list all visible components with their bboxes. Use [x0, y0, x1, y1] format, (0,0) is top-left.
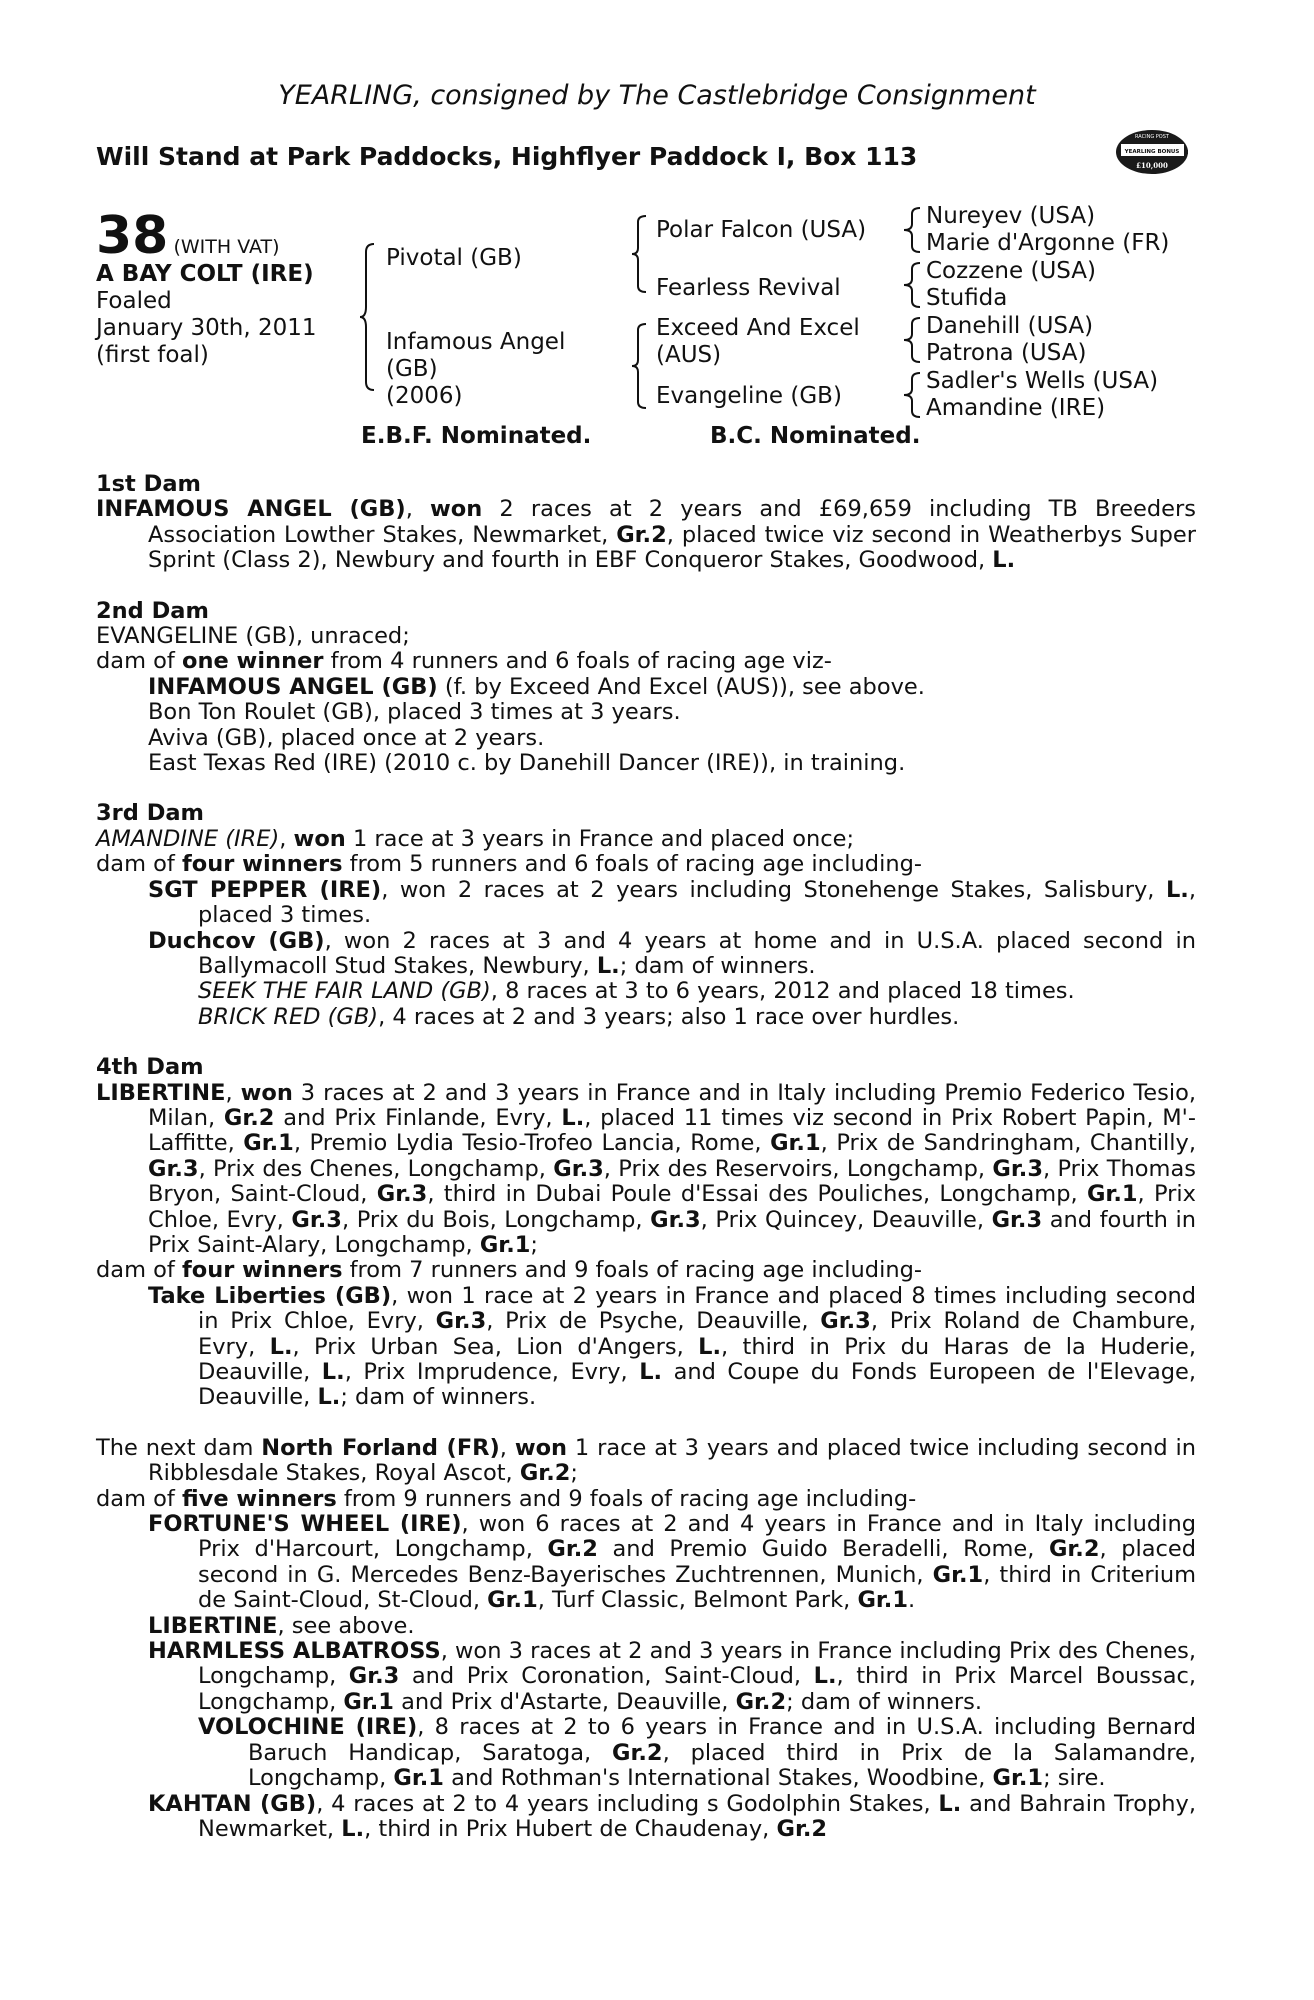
ggsire-7: Sadler's Wells (USA): [926, 368, 1159, 394]
dam3-p1-text-b: , placed 3 times.: [198, 876, 1196, 929]
dam5-text-a: 1 race at 3 years and placed twice including second in Ribblesdale Stakes, Royal Ascot,: [148, 1434, 1196, 1487]
race-grade: Gr.2: [735, 1688, 787, 1715]
dam4-produce-1: [96, 1284, 1196, 1411]
record-text: and Prix Coronation, Saint-Cloud,: [399, 1663, 814, 1690]
dam4-p1-name: Take Liberties (GB): [148, 1282, 392, 1309]
record-text: , Premio Lydia Tesio-Trofeo Lancia, Rome,: [293, 1130, 771, 1157]
pedigree-brace-3: [632, 322, 650, 410]
dam-name-line3: (2006): [386, 383, 463, 409]
dam5-text-b: ;: [570, 1460, 578, 1487]
dam5-name: North Forland (FR): [261, 1434, 500, 1461]
record-text: , won 1 race at 2 years in France and placed 8 times including second in Prix Chloe, Evry,: [198, 1282, 1196, 1335]
dam5-p3a-name: VOLOCHINE (IRE): [198, 1714, 418, 1741]
record-text: , 8 races at 2 to 6 years in France and in U.S.A. including Bernard Baruch Handicap, Saratoga,: [248, 1714, 1196, 1766]
race-grade: L.: [698, 1333, 722, 1360]
dam5-p4-name: KAHTAN (GB): [148, 1790, 317, 1817]
record-text: ; sire.: [1043, 1765, 1106, 1792]
grandsire-2: Fearless Revival: [656, 275, 841, 301]
dam3-winners: four winners: [181, 851, 343, 878]
dam2-heading: 2nd Dam: [96, 597, 209, 624]
dam1-text-a: 2 races at 2 years and £69,659 including TB Breeders Association Lowther Stakes, Newmarket,: [148, 496, 1196, 548]
record-text: , placed 11 times viz second in Prix Robert Papin, M'-Laffitte,: [148, 1104, 1196, 1157]
race-grade: L.: [639, 1359, 663, 1385]
dam-name-line2: (GB): [386, 356, 438, 382]
record-text: , Prix des Chenes, Longchamp,: [198, 1155, 554, 1182]
record-text: ; dam of winners.: [786, 1688, 982, 1715]
dam3-produce-2b: [96, 1005, 1196, 1030]
lot-number-line: [96, 206, 280, 266]
record-text: 3 races at 2 and 3 years in France and in Italy including Premio Federico Tesio, Milan,: [148, 1079, 1196, 1131]
dam3-p2a-text: , 8 races at 3 to 6 years, 2012 and placed 18 times.: [490, 978, 1075, 1005]
dam5-rest: from 9 runners and 9 foals of racing age including-: [336, 1485, 917, 1512]
record-text: and fourth in Prix Saint-Alary, Longchamp,: [148, 1206, 1197, 1258]
record-text: , third in Prix du Haras de la Huderie, Deauville,: [198, 1333, 1196, 1385]
logo-bot-text: £10,000: [1136, 161, 1168, 170]
race-grade: L.: [317, 1384, 341, 1411]
race-grade: Gr.3: [348, 1663, 400, 1690]
race-grade: Gr.1: [857, 1587, 909, 1614]
dam1-grade: Gr.2: [616, 521, 667, 548]
record-text: and Bahrain Trophy, Newmarket,: [198, 1790, 1196, 1842]
dam5-p4-text: [198, 1791, 1196, 1842]
record-text: , 4 races at 2 to 4 years including s Godolphin Stakes,: [316, 1790, 939, 1817]
dam3-line1-rest: 1 race at 3 years in France and placed once;: [345, 825, 855, 852]
race-grade: Gr.2: [547, 1536, 598, 1563]
ggsire-6: Patrona (USA): [926, 340, 1087, 366]
pedigree-body: [96, 472, 1196, 1842]
dam3-p2-listed: L.: [596, 952, 620, 979]
yearling-bonus-logo: [1115, 128, 1190, 176]
race-grade: L.: [561, 1104, 585, 1131]
pedigree-brace-6: [902, 316, 924, 364]
dam3-p2a-name: SEEK THE FAIR LAND (GB): [198, 978, 491, 1005]
dam3-p2b-text: , 4 races at 2 and 3 years; also 1 race over hurdles.: [378, 1003, 960, 1030]
record-text: and Rothman's International Stakes, Woodbine,: [443, 1765, 993, 1792]
record-text: , Prix Chloe, Evry,: [148, 1181, 1196, 1233]
record-text: , Prix Urban Sea, Lion d'Angers,: [292, 1333, 699, 1360]
record-text: , won 3 races at 2 and 3 years in France including Prix des Chenes, Longchamp,: [198, 1638, 1196, 1690]
dam3-rest: from 5 runners and 6 foals of racing age including-: [342, 851, 922, 878]
record-text: , third in Criterium de Saint-Cloud, St-Cloud,: [198, 1561, 1196, 1614]
foaled-date: January 30th, 2011: [96, 315, 317, 341]
dam2-produce-4: East Texas Red (IRE) (2010 c. by Danehill Dancer (IRE)), in training.: [148, 750, 906, 777]
dam3-dam-of: dam of: [96, 851, 182, 878]
ggsire-1: Nureyev (USA): [926, 203, 1096, 229]
dam5-won: won: [514, 1434, 568, 1461]
race-grade: L.: [938, 1790, 962, 1817]
dam4-produce-summary: [96, 1258, 1196, 1283]
dam3-p1-name: SGT PEPPER (IRE): [148, 876, 382, 903]
dam3-produce-1: [96, 878, 1196, 929]
dam2-winners: one winner: [181, 648, 324, 675]
dam3-produce-2: [96, 929, 1196, 980]
dam3-name: AMANDINE (IRE): [96, 825, 280, 852]
pedigree-brace-4: [902, 206, 924, 254]
dam1-record: INFAMOUS ANGEL (GB), won 2 races at 2 years and £69,659 including TB Breeders Association Lowther Stakes, Newmarket, Gr.2, placed twice viz second in Weatherbys Super Sprint (Class 2), Newbury and fourth in EBF Conqueror Stakes, Goodwood, L.: [96, 496, 1196, 574]
foaled-label: Foaled: [96, 288, 172, 314]
lot-name: A BAY COLT (IRE): [96, 261, 314, 287]
race-grade: Gr.3: [148, 1155, 199, 1182]
dam4-dam-of: dam of: [96, 1257, 182, 1284]
grandsire-1: Polar Falcon (USA): [656, 217, 867, 243]
dam-name-line1: Infamous Angel: [386, 329, 566, 355]
dam5-winners: five winners: [181, 1485, 337, 1512]
dam2-produce-2: Bon Ton Roulet (GB), placed 3 times at 3 years.: [148, 699, 681, 726]
race-grade: Gr.3: [650, 1206, 701, 1233]
record-text: , Prix du Bois, Longchamp,: [341, 1206, 651, 1233]
dam2-produce-summary: [96, 649, 1196, 674]
dam3-produce-2a: [96, 979, 1196, 1004]
race-grade: L.: [269, 1333, 293, 1360]
foal-note: (first foal): [96, 342, 209, 368]
record-text: , won 6 races at 2 and 4 years in France and in Italy including Prix d'Harcourt, Longchamp,: [198, 1511, 1196, 1563]
dam2-line1: EVANGELINE (GB), unraced;: [96, 623, 410, 650]
race-grade: Gr.1: [770, 1130, 821, 1157]
record-text: ; dam of winners.: [340, 1384, 537, 1411]
dam3-produce-summary: [96, 852, 1196, 877]
lot-number: 38: [96, 206, 169, 266]
record-text: , Turf Classic, Belmont Park,: [537, 1587, 858, 1614]
dam5-produce-summary: [96, 1487, 1196, 1512]
dam5-p2-text: , see above.: [277, 1612, 415, 1639]
record-text: , third in Prix Marcel Boussac, Longchamp,: [198, 1663, 1196, 1715]
race-grade: L.: [813, 1663, 837, 1690]
record-text: and Premio Guido Beradelli, Rome,: [597, 1536, 1049, 1563]
grandsire-3-line2: (AUS): [656, 342, 722, 368]
dam3-heading: 3rd Dam: [96, 800, 204, 827]
dam2-produce-3: Aviva (GB), placed once at 2 years.: [148, 724, 545, 751]
dam2-p1-text: (f. by Exceed And Excel (AUS)), see above.: [437, 673, 925, 700]
race-grade: Gr.2: [223, 1104, 275, 1131]
pedigree-brace-1: [360, 242, 380, 392]
dam3-p2-name: Duchcov (GB): [148, 927, 325, 954]
race-grade: Gr.2: [776, 1815, 828, 1842]
pedigree-brace-7: [902, 371, 924, 419]
logo-mid-text: YEARLING BONUS: [1124, 149, 1180, 155]
race-grade: Gr.1: [479, 1231, 531, 1258]
dam5-p3-name: HARMLESS ALBATROSS: [148, 1638, 441, 1665]
race-grade: Gr.1: [487, 1587, 538, 1614]
race-grade: Gr.3: [291, 1206, 342, 1233]
dam5-produce-3a: [96, 1715, 1196, 1791]
race-grade: Gr.3: [376, 1181, 428, 1208]
dam3-p1-listed: L.: [1165, 876, 1189, 903]
race-grade: Gr.3: [991, 1206, 1043, 1233]
record-text: .: [908, 1587, 916, 1614]
dam5-produce-2: [96, 1614, 1196, 1639]
dam5-produce-1: [96, 1512, 1196, 1614]
dam5-produce-4: [96, 1792, 1196, 1843]
record-text: , Prix Quincey, Deauville,: [700, 1206, 992, 1233]
pedigree-brace-2: [632, 214, 650, 294]
race-grade: Gr.1: [932, 1561, 984, 1588]
dam1-heading: 1st Dam: [96, 471, 201, 497]
dam3-won: won: [293, 825, 346, 852]
pedigree-brace-5: [902, 261, 924, 309]
dam5-dam-of: dam of: [96, 1485, 182, 1512]
lot-vat: (WITH VAT): [173, 236, 280, 258]
dam5-intro: The next dam: [96, 1434, 262, 1461]
dam3-p2b-name: BRICK RED (GB): [198, 1003, 379, 1030]
dam1-name: INFAMOUS ANGEL (GB): [96, 496, 406, 523]
record-text: , third in Prix Hubert de Chaudenay,: [364, 1815, 777, 1842]
race-grade: Gr.1: [1086, 1181, 1138, 1208]
grandsire-3-line1: Exceed And Excel: [656, 315, 860, 341]
race-grade: Gr.2: [1048, 1536, 1100, 1563]
race-grade: Gr.1: [243, 1130, 294, 1157]
record-text: , Prix des Reservoirs, Longchamp,: [603, 1155, 993, 1182]
race-grade: Gr.3: [820, 1308, 871, 1335]
sire-name: Pivotal (GB): [386, 245, 522, 271]
race-grade: Gr.3: [992, 1155, 1043, 1182]
dam1-text-b: , placed twice viz second in Weatherbys Super Sprint (Class 2), Newbury and fourth in EBF Conqueror Stakes, Goodwood,: [148, 521, 1196, 574]
dam3-line1: AMANDINE (IRE), won 1 race at 3 years in France and placed once;: [96, 825, 855, 852]
race-grade: Gr.3: [435, 1308, 487, 1335]
record-text: ;: [530, 1231, 538, 1258]
dam2-p1-name: INFAMOUS ANGEL (GB): [148, 673, 438, 700]
stand-location: Will Stand at Park Paddocks, Highflyer Paddock I, Box 113: [96, 142, 918, 171]
race-grade: Gr.2: [612, 1739, 663, 1766]
record-text: and Coupe du Fonds Europeen de l'Elevage, Deauville,: [198, 1359, 1197, 1411]
record-text: , third in Dubai Poule d'Essai des Pouliches, Longchamp,: [427, 1181, 1087, 1208]
record-text: and Prix Finlande, Evry,: [274, 1104, 562, 1131]
record-text: , Prix de Psyche, Deauville,: [486, 1308, 821, 1335]
ggsire-5: Danehill (USA): [926, 313, 1094, 339]
dam4-rest: from 7 runners and 9 foals of racing age including-: [342, 1257, 922, 1284]
dam1-listed: L.: [992, 547, 1016, 574]
race-grade: Gr.1: [343, 1688, 394, 1715]
dam2-rest: from 4 runners and 6 foals of racing age viz-: [323, 648, 832, 675]
record-text: , placed third in Prix de la Salamandre, Longchamp,: [248, 1739, 1196, 1792]
dam1-won: won: [430, 496, 483, 523]
dam3-p2-text-b: ; dam of winners.: [619, 952, 816, 979]
grandsire-4: Evangeline (GB): [656, 383, 842, 409]
dam5-p2-name: LIBERTINE: [148, 1612, 278, 1639]
dam4-text: [148, 1080, 1196, 1258]
dam4-record: LIBERTINE, won 3 races at 2 and 3 years in France and in Italy including Premio Federico Tesio, Milan, Gr.2 and Prix Finlande, Evry, L., placed 11 times viz second in Prix Robert Papin, M'-Laffitte, Gr.1, Premio Lydia Tesio-Trofeo Lancia, Rome, Gr.1, Prix de Sandringham, Chantilly, Gr.3, Prix des Chenes, Longchamp, Gr.3, Prix des Reservoirs, Longchamp, Gr.3, Prix Thomas Bryon, Saint-Cloud, Gr.3, third in Dubai Poule d'Essai des Pouliches, Longchamp, Gr.1, Prix Chloe, Evry, Gr.3, Prix du Bois, Longchamp, Gr.3, Prix Quincey, Deauville, Gr.3 and fourth in Prix Saint-Alary, Longchamp, Gr.1;: [96, 1079, 1197, 1258]
race-grade: Gr.3: [553, 1155, 604, 1182]
logo-top-text: RACING POST: [1135, 134, 1169, 140]
race-grade: L.: [321, 1359, 345, 1385]
dam5-grade: Gr.2: [519, 1460, 571, 1487]
record-text: , Prix de Sandringham, Chantilly,: [820, 1130, 1196, 1157]
record-text: , placed second in G. Mercedes Benz-Bayerisches Zuchtrennen, Munich,: [198, 1536, 1197, 1588]
race-grade: Gr.1: [992, 1765, 1044, 1792]
dam4-name: LIBERTINE: [96, 1079, 226, 1106]
ebf-nominated: E.B.F. Nominated.: [361, 423, 592, 449]
dam5-p1-name: FORTUNE'S WHEEL (IRE): [148, 1511, 462, 1538]
dam4-heading: 4th Dam: [96, 1054, 204, 1081]
ggsire-4: Stufida: [926, 285, 1008, 311]
dam4-won: won: [240, 1079, 293, 1106]
ggsire-3: Cozzene (USA): [926, 258, 1097, 284]
dam3-p1-text-a: , won 2 races at 2 years including Stonehenge Stakes, Salisbury,: [381, 876, 1166, 903]
dam5-produce-3: [96, 1639, 1196, 1715]
ggsire-2: Marie d'Argonne (FR): [926, 230, 1170, 256]
consignment-title: YEARLING, consigned by The Castlebridge Consignment: [278, 80, 1036, 111]
dam5-record: The next dam North Forland (FR), won 1 race at 3 years and placed twice including second in Ribblesdale Stakes, Royal Ascot, Gr.2;: [96, 1434, 1196, 1487]
bc-nominated: B.C. Nominated.: [710, 423, 921, 449]
record-text: and Prix d'Astarte, Deauville,: [393, 1688, 736, 1715]
record-text: , Prix Thomas Bryon, Saint-Cloud,: [148, 1155, 1196, 1208]
ggsire-8: Amandine (IRE): [926, 395, 1106, 421]
dam3-p2-text-a: , won 2 races at 3 and 4 years at home and in U.S.A. placed second in Ballymacoll Stud Stakes, Newbury,: [198, 927, 1197, 979]
record-text: , Prix Roland de Chambure, Evry,: [198, 1308, 1196, 1360]
dam4-winners: four winners: [181, 1257, 343, 1284]
race-grade: L.: [341, 1815, 365, 1842]
race-grade: Gr.1: [393, 1765, 444, 1792]
record-text: , Prix Imprudence, Evry,: [344, 1359, 640, 1385]
dam2-produce-1: [96, 675, 1196, 700]
dam2-dam-of: dam of: [96, 648, 182, 675]
